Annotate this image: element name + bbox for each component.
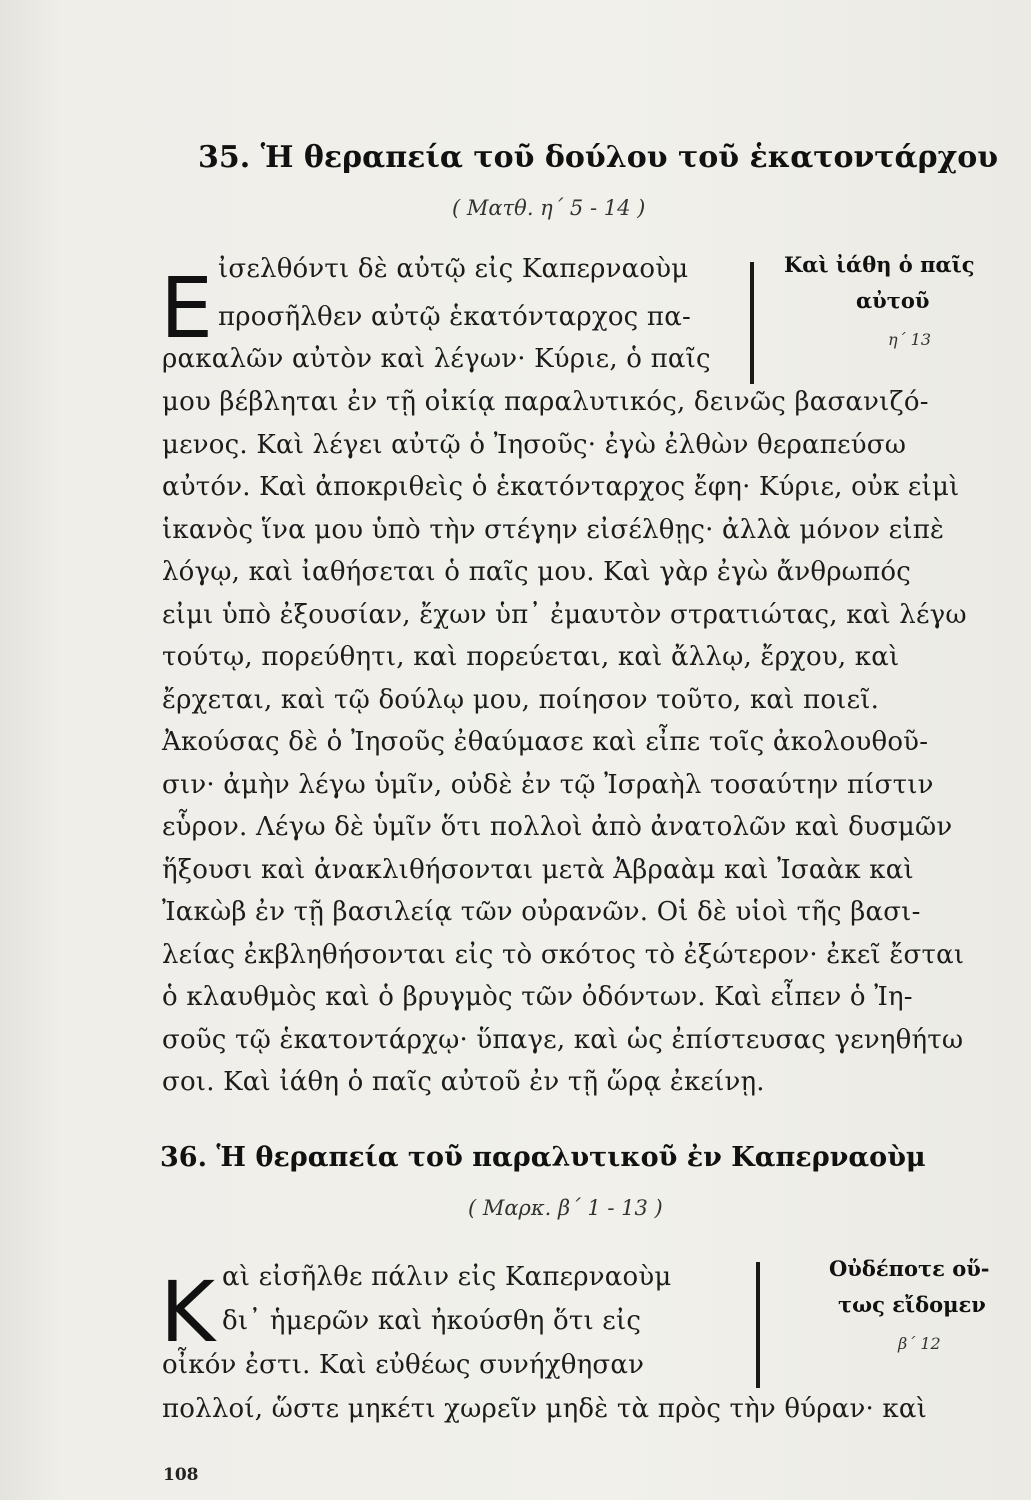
text-line: ἔρχεται, καὶ τῷ δούλῳ μου, ποίησον τοῦτο, καὶ ποιεῖ. [162, 685, 880, 715]
text-line: μου βέβληται ἐν τῇ οἰκίᾳ παραλυτικός, δεινῶς βασανιζό- [162, 387, 929, 417]
margin-note-line: Οὐδέποτε οὕ- [829, 1256, 990, 1281]
text-line: σοι. Καὶ ἰάθη ὁ παῖς αὐτοῦ ἐν τῇ ὥρᾳ ἐκείνῃ. [162, 1067, 765, 1097]
margin-note-reference: β΄ 12 [898, 1334, 941, 1353]
text-line: λόγῳ, καὶ ἰαθήσεται ὁ παῖς μου. Καὶ γὰρ ἐγὼ ἄνθρωπός [162, 557, 911, 587]
margin-note-line: αὐτοῦ [856, 288, 930, 313]
section-35-dropcap: Ε [160, 259, 214, 357]
text-line: εὗρον. Λέγω δὲ ὑμῖν ὅτι πολλοὶ ἀπὸ ἀνατολῶν καὶ δυσμῶν [162, 812, 953, 842]
text-line: ρακαλῶν αὐτὸν καὶ λέγων· Κύριε, ὁ παῖς [162, 344, 711, 374]
margin-note-line: τως εἴδομεν [838, 1292, 986, 1317]
text-line: λείας ἐκβληθήσονται εἰς τὸ σκότος τὸ ἐξώτερον· ἐκεῖ ἔσται [162, 940, 965, 970]
text-line: μενος. Καὶ λέγει αὐτῷ ὁ Ἰησοῦς· ἐγὼ ἐλθὼν θεραπεύσω [162, 430, 907, 460]
page-number: 108 [163, 1465, 199, 1485]
section-35-heading: 35. Ἡ θεραπεία τοῦ δούλου τοῦ ἑκατοντάρχου [198, 140, 999, 175]
text-line: εἰμι ὑπὸ ἐξουσίαν, ἔχων ὑπ᾽ ἐμαυτὸν στρατιώτας, καὶ λέγω [162, 600, 967, 630]
text-line: οἶκόν ἐστι. Καὶ εὐθέως συνήχθησαν [162, 1350, 645, 1380]
text-line: αὐτόν. Καὶ ἀποκριθεὶς ὁ ἑκατόνταρχος ἔφη· Κύριε, οὐκ εἰμὶ [162, 472, 960, 502]
text-line: Ἰακὼβ ἐν τῇ βασιλείᾳ τῶν οὐρανῶν. Οἱ δὲ υἱοὶ τῆς βασι- [162, 897, 921, 927]
text-line: ὁ κλαυθμὸς καὶ ὁ βρυγμὸς τῶν ὀδόντων. Καὶ εἶπεν ὁ Ἰη- [162, 982, 913, 1012]
text-line: σοῦς τῷ ἑκατοντάρχῳ· ὕπαγε, καὶ ὡς ἐπίστευσας γενηθήτω [162, 1025, 964, 1055]
text-line: ἥξουσι καὶ ἀνακλιθήσονται μετὰ Ἀβραὰμ καὶ Ἰσαὰκ καὶ [162, 855, 914, 885]
section-36-dropcap: Κ [160, 1263, 216, 1361]
section-35-reference: ( Ματθ. η΄ 5 - 14 ) [452, 196, 646, 220]
text-line: Ἀκούσας δὲ ὁ Ἰησοῦς ἐθαύμασε καὶ εἶπε τοῖς ἀκολουθοῦ- [162, 727, 929, 757]
section-36-heading: 36. Ἡ θεραπεία τοῦ παραλυτικοῦ ἐν Καπερναοὺμ [160, 1142, 926, 1173]
text-line: προσῆλθεν αὐτῷ ἑκατόνταρχος πα- [218, 302, 691, 332]
text-line: σιν· ἀμὴν λέγω ὑμῖν, οὐδὲ ἐν τῷ Ἰσραὴλ τοσαύτην πίστιν [162, 770, 934, 800]
text-line: τούτῳ, πορεύθητι, καὶ πορεύεται, καὶ ἄλλῳ, ἔρχου, καὶ [162, 642, 900, 672]
text-line: ἰσελθόντι δὲ αὐτῷ εἰς Καπερναοὺμ [218, 254, 689, 284]
text-line: πολλοί, ὥστε μηκέτι χωρεῖν μηδὲ τὰ πρὸς τὴν θύραν· καὶ [162, 1394, 928, 1424]
margin-note-line: Καὶ ἰάθη ὁ παῖς [784, 252, 975, 277]
text-line: ἱκανὸς ἵνα μου ὑπὸ τὴν στέγην εἰσέλθῃς· ἀλλὰ μόνον εἰπὲ [162, 515, 945, 545]
section-36-reference: ( Μαρκ. β΄ 1 - 13 ) [468, 1196, 663, 1220]
margin-note-divider [750, 262, 754, 384]
margin-note-divider [756, 1262, 760, 1388]
text-line: δι᾽ ἡμερῶν καὶ ἠκούσθη ὅτι εἰς [222, 1306, 642, 1336]
text-line: αὶ εἰσῆλθε πάλιν εἰς Καπερναοὺμ [222, 1262, 672, 1292]
margin-note-reference: η΄ 13 [888, 330, 932, 349]
